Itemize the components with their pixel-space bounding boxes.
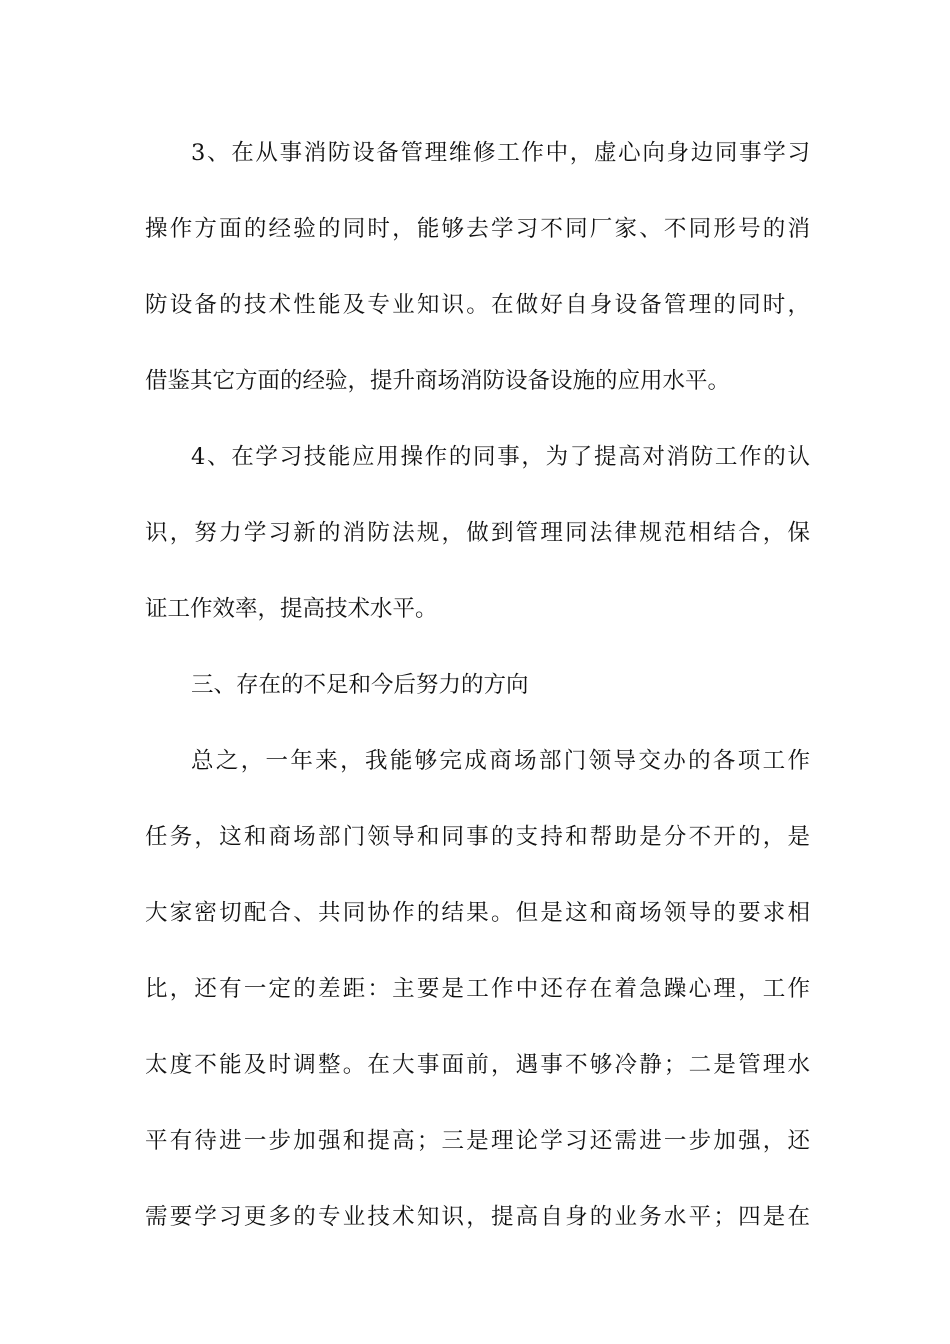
paragraph-line: 总之，一年来，我能够完成商场部门领导交办的各项工作 [191,748,810,774]
paragraph-line: 4、在学习技能应用操作的同事，为了提高对消防工作的认 [191,444,810,470]
paragraph-line: 比，还有一定的差距：主要是工作中还存在着急躁心理，工作 [145,976,810,1002]
paragraph-line: 大家密切配合、共同协作的结果。但是这和商场领导的要求相 [145,900,810,926]
paragraph-line: 证工作效率，提高技术水平。 [145,596,438,622]
paragraph-line: 任务，这和商场部门领导和同事的支持和帮助是分不开的，是 [145,824,810,850]
paragraph-line: 操作方面的经验的同时，能够去学习不同厂家、不同形号的消 [145,216,810,242]
paragraph-line: 太度不能及时调整。在大事面前，遇事不够冷静；二是管理水 [145,1052,810,1078]
paragraph-line: 防设备的技术性能及专业知识。在做好自身设备管理的同时， [145,292,810,318]
paragraph-line: 识，努力学习新的消防法规，做到管理同法律规范相结合，保 [145,520,810,546]
document-body [145,126,810,1266]
paragraph-line: 3、在从事消防设备管理维修工作中，虚心向身边同事学习 [191,140,810,166]
paragraph-line: 平有待进一步加强和提高；三是理论学习还需进一步加强，还 [145,1128,810,1154]
section-heading: 三、存在的不足和今后努力的方向 [191,672,529,698]
paragraph-line: 借鉴其它方面的经验，提升商场消防设备设施的应用水平。 [145,368,731,394]
paragraph-line: 需要学习更多的专业技术知识，提高自身的业务水平；四是在 [145,1204,810,1230]
